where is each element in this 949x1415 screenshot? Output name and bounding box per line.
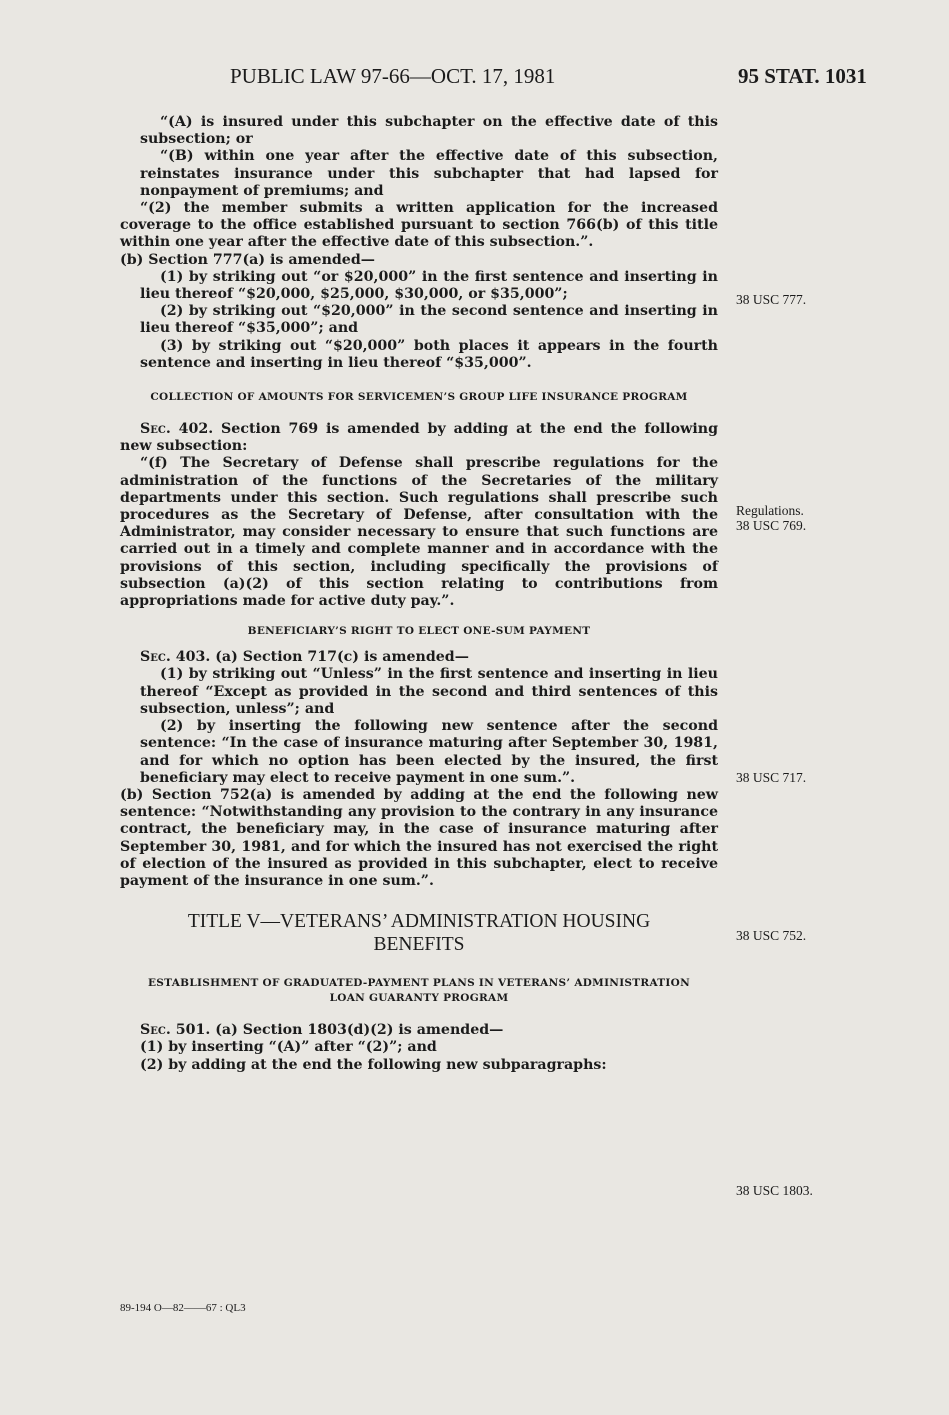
body-text [120,114,718,1074]
section-402-intro [120,421,718,455]
clause-a: “(A) is insured under this subchapter on the effective date of this subsection; or [140,114,718,148]
amendment-3: (3) by striking out “$20,000” both places it appears in the fourth sentence and inserting in lieu thereof “$35,000”. [140,337,718,371]
amendment-501-1: (1) by inserting “(A)” after “(2)”; and [140,1039,437,1056]
running-header [0,64,949,94]
subsection-b-752: (b) Section 752(a) is amended by adding at the end the following new sentence: “Notwithstanding any provision to the contrary in any insurance contract, the beneficiary may, in the case of insurance maturing after September 30, 1981, and for which the insured has not exercised the right of election of the insured as provided in this subchapter, elect to receive payment of the insurance in one sum.”. [120,786,718,889]
sec-label: Sec. [140,421,171,438]
section-403-intro [120,649,718,666]
margin-note-717: 38 USC 717. [736,770,807,785]
sec-label: Sec. [140,1022,171,1039]
sec-402-text: 402. Section 769 is amended by adding at the end the following new subsection: [120,421,718,455]
section-heading-403: BENEFICIARY’S RIGHT TO ELECT ONE-SUM PAYMENT [247,625,591,638]
printer-code: 89-194 O—82——67 : QL3 [120,1302,246,1314]
paragraph-2: “(2) the member submits a written application for the increased coverage to the office established pursuant to section 766(b) of this title within one year after the effective date of this subsection.”. [120,200,718,251]
sec-501-text: 501. (a) Section 1803(d)(2) is amended— [170,1022,504,1039]
amendment-403-1: (1) by striking out “Unless” in the first sentence and inserting in lieu thereof “Except as provided in the second and third sentences of this subsection, unless”; and [140,666,718,717]
usc-769-note: 38 USC 769. [736,518,807,533]
subsection-b-777: (b) Section 777(a) is amended— [120,251,375,268]
clause-b: “(B) within one year after the effective date of this subsection, reinstates insurance under this subchapter that had lapsed for nonpayment of premiums; and [140,148,718,199]
section-heading-501: ESTABLISHMENT OF GRADUATED-PAYMENT PLANS IN VETERANS’ ADMINISTRATION LOAN GUARANTY PROGRAM [148,977,690,1005]
margin-note-1803: 38 USC 1803. [736,1183,813,1198]
amendment-501-2: (2) by adding at the end the following new subparagraphs: [140,1056,607,1073]
margin-note-777: 38 USC 777. [736,292,807,307]
sec-label: Sec. [140,649,171,666]
title-v-heading: TITLE V—VETERANS’ ADMINISTRATION HOUSING BENEFITS [187,911,651,956]
amendment-1: (1) by striking out “or $20,000” in the first sentence and inserting in lieu thereof “$20,000, $25,000, $30,000, or $35,000”; [140,268,718,303]
amendment-2: (2) by striking out “$20,000” in the second sentence and inserting in lieu thereof “$35,000”; and [140,303,718,337]
regulations-note: Regulations. [736,503,804,518]
statute-page-number: 95 STAT. 1031 [738,64,867,88]
margin-note-769 [736,503,846,533]
sec-403-text: 403. (a) Section 717(c) is amended— [170,649,469,666]
section-501-intro [120,1022,718,1039]
margin-note-752: 38 USC 752. [736,928,807,943]
subsection-f: “(f) The Secretary of Defense shall prescribe regulations for the administration of the functions of the Secretaries of the military departments under this section. Such regulations shall prescribe such procedures as the Secretary of Defense, after consultation with the Administrator, may consider necessary to ensure that such functions are carried out in a timely and complete manner and in accordance with the provisions of this section, including specifically the provisions of subsection (a)(2) of this section relating to contributions from appropriations made for active duty pay.”. [120,455,718,610]
public-law-title: PUBLIC LAW 97-66—OCT. 17, 1981 [230,64,556,88]
amendment-403-2: (2) by inserting the following new sentence after the second sentence: “In the case of insurance maturing after September 30, 1981, and for which no option has been elected by the insured, the first beneficiary may elect to receive payment in one sum.”. [140,718,718,786]
section-heading-402: COLLECTION OF AMOUNTS FOR SERVICEMEN’S GROUP LIFE INSURANCE PROGRAM [150,391,688,404]
